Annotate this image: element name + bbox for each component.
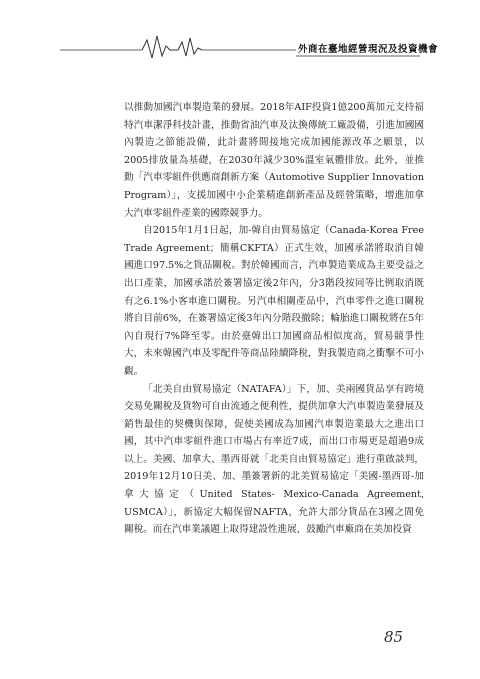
paragraph: 以推動加國汽車製造業的發展。2018年AIF投資1億200萬加元支持福特汽車潔淨科技計畫，推動省油汽車及汰換傳統工廠設備，引進加國國內製造之節能設備，此計畫將間接地完成加國能源改革之願景，以2005排放量為基礎，在2030年減少30%溫室氣體排放。此外，並推動「汽車零組件供應商創新方案（Automotive Supplier Innovation Program）」，支援加國中小企業精進創新產品及經營策略，增進加拿大汽車零組件產業的國際競爭力。: [124, 102, 424, 219]
header-title: 外商在臺地經營現況及投資機會: [298, 44, 439, 55]
paragraph: 自2015年1月1日起，加-韓自由貿易協定（Canada-Korea Free Trade Agreement；簡稱CKFTA）正式生效，加國承諾將取消自韓國進口97.5%之貨品關稅。對於韓國而言，汽車製造業成為主要受益之出口產業，加國承諾於簽署協定後2年內，分3階段按同等比例取消既有之6.1%小客車進口關稅。另汽車相關產品中，汽車零件之進口關稅將自目前6%，在簽署協定後3年內分階段撤除；輪胎進口關稅將在5年內自現行7%降至零。由於臺韓出口加國商品相似度高，貿易競爭性大，未來韓國汽車及零配件等商品陸續降稅，對我製造商之衝擊不可小覷。: [124, 225, 424, 377]
running-header: [0, 0, 480, 60]
paragraph: 「北美自由貿易協定（NATAFA）」下，加、美兩國貨品享有跨境交易免關稅及貨物可自由流通之便利性，提供加拿大汽車製造業發展及銷售最佳的契機與保障，促使美國成為加國汽車製造業最大之進出口國，其中汽車零組件進口市場占有率近7成，而出口市場更是超過9成以上。美國、加拿大、墨西哥就「北美自由貿易協定」進行重啟談判，2019年12月10日美、加、墨簽署新的北美貿易協定「美國-墨西哥-加拿大協定（United States- Mexico-Canada Agreement, USMCA）」，新協定大幅保留NAFTA，允許大部分貨品在3國之間免關稅。而在汽車業議題上取得建設性進展，鼓勵汽車廠商在美加投資: [124, 383, 424, 536]
body-text: [124, 99, 424, 539]
page-number: 85: [384, 628, 404, 646]
